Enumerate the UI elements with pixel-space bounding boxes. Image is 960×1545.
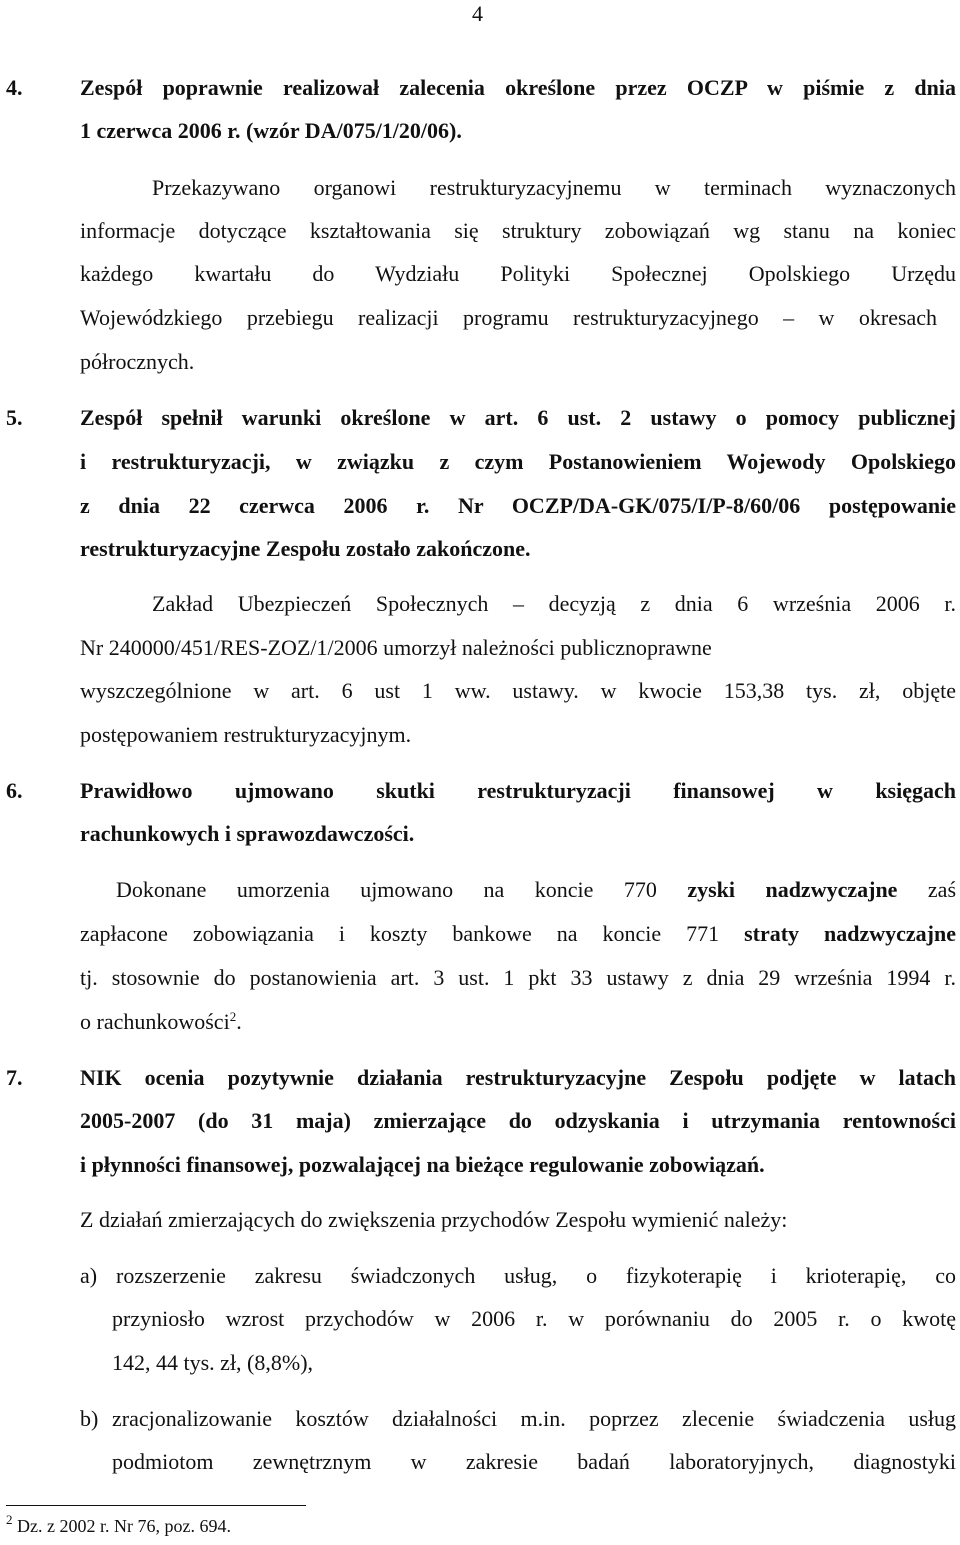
section-7-intro: Z działań zmierzających do zwiększenia przychodów Zespołu wymienić należy: [80, 1207, 788, 1232]
bold-term-straty: straty nadzwyczajne [744, 921, 956, 946]
list-item-b-label: b) [80, 1406, 99, 1431]
section-7-heading-line-2: 2005-2007 (do 31 maja) zmierzające do odzyskania i utrzymania rentowności [80, 1108, 956, 1133]
section-4-paragraph-line-3: każdego kwartału do Wydziału Polityki Społecznej Opolskiego Urzędu [80, 261, 956, 286]
section-6-paragraph-line-4: o rachunkowości$^2$. [80, 1009, 242, 1034]
section-5-paragraph-line-4: postępowaniem restrukturyzacyjnym. [80, 722, 412, 747]
list-item-a-label: a) [80, 1263, 98, 1288]
section-5-paragraph-line-2: Nr 240000/451/RES-ZOZ/1/2006 umorzył należności publicznoprawne [80, 635, 712, 660]
section-4-number: 4. [6, 75, 23, 100]
section-5-paragraph-line-1: Zakład Ubezpieczeń Społecznych – decyzją z dnia 6 września 2006 r. [152, 591, 956, 616]
section-6-paragraph-line-2: zapłacone zobowiązania i koszty bankowe na koncie 771 straty nadzwyczajne [80, 921, 956, 946]
section-4-paragraph-line-4: Wojewódzkiego przebiegu realizacji programu restrukturyzacyjnego – w okresach [80, 305, 938, 330]
list-item-a-line-3: 142, 44 tys. zł, (8,8%), [112, 1350, 314, 1375]
section-5-heading-line-4: restrukturyzacyjne Zespołu zostało zakończone. [80, 536, 531, 561]
section-6-number: 6. [6, 778, 23, 803]
footnote-reference: 2 [229, 1009, 237, 1024]
footnote-divider [6, 1505, 306, 1506]
footnote-text: Dz. z 2002 r. Nr 76, poz. 694. [12, 1516, 231, 1536]
section-5-number: 5. [6, 405, 23, 430]
section-7-heading-line-3: i płynności finansowej, pozwalającej na bieżące regulowanie zobowiązań. [80, 1152, 765, 1177]
section-6-heading-line-2: rachunkowych i sprawozdawczości. [80, 821, 415, 846]
section-4-paragraph-line-2: informacje dotyczące kształtowania się struktury zobowiązań wg stanu na koniec [80, 218, 956, 243]
section-4-paragraph-line-1: Przekazywano organowi restrukturyzacyjnemu w terminach wyznaczonych [152, 175, 956, 200]
footnote [6, 1512, 231, 1537]
footnote-mark: 2 [6, 1512, 13, 1527]
bold-term-zyski: zyski nadzwyczajne [687, 877, 898, 902]
section-6-heading-line-1: Prawidłowo ujmowano skutki restrukturyzacji finansowej w księgach [80, 778, 956, 803]
section-4-heading-line-1: Zespół poprawnie realizował zalecenia określone przez OCZP w piśmie z dnia [80, 75, 956, 100]
section-5-heading-line-1: Zespół spełnił warunki określone w art. 6 ust. 2 ustawy o pomocy publicznej [80, 405, 956, 430]
section-4-paragraph-line-5: półrocznych. [80, 349, 195, 374]
section-5-heading-line-2: i restrukturyzacji, w związku z czym Postanowieniem Wojewody Opolskiego [80, 449, 956, 474]
section-7-heading-line-1: NIK ocenia pozytywnie działania restrukturyzacyjne Zespołu podjęte w latach [80, 1065, 956, 1090]
list-item-b-line-1: zracjonalizowanie kosztów działalności m.in. poprzez zlecenie świadczenia usług [112, 1406, 956, 1431]
list-item-a-line-2: przyniosło wzrost przychodów w 2006 r. w porównaniu do 2005 r. o kwotę [112, 1306, 956, 1331]
section-5-paragraph-line-3: wyszczególnione w art. 6 ust 1 ww. ustawy. w kwocie 153,38 tys. zł, objęte [80, 678, 956, 703]
section-5-heading-line-3: z dnia 22 czerwca 2006 r. Nr OCZP/DA-GK/075/I/P-8/60/06 postępowanie [80, 493, 956, 518]
section-6-paragraph-line-1: Dokonane umorzenia ujmowano na koncie 770 zyski nadzwyczajne zaś [116, 877, 957, 902]
section-4-heading-line-2: 1 czerwca 2006 r. (wzór DA/075/1/20/06). [80, 118, 462, 143]
section-7-number: 7. [6, 1065, 23, 1090]
list-item-a-line-1: rozszerzenie zakresu świadczonych usług, o fizykoterapię i krioterapię, co [116, 1263, 956, 1288]
section-6-paragraph-line-3: tj. stosownie do postanowienia art. 3 ust. 1 pkt 33 ustawy z dnia 29 września 1994 r. [80, 965, 956, 990]
list-item-b-line-2: podmiotom zewnętrznym w zakresie badań laboratoryjnych, diagnostyki [112, 1449, 956, 1474]
page-number: 4 [472, 1, 483, 26]
